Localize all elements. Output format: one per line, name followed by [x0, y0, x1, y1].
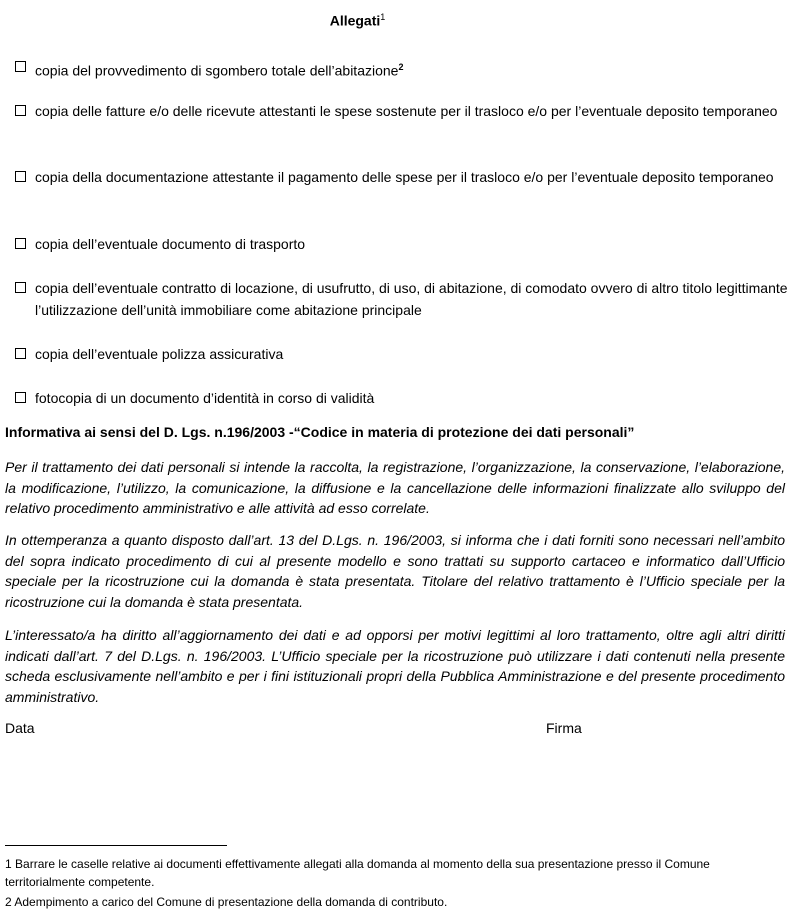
privacy-paragraph: In ottemperanza a quanto disposto dall’art. 13 del D.Lgs. n. 196/2003, si informa che i dati forniti sono necessari nell’ambito del sopra indicato procedimento di cui al presente modello e sono trattati su supporto cartaceo e informatico dall’Ufficio speciale per la ricostruzione cui la domanda è stata presentata. Titolare del relativo trattamento è l’Ufficio speciale per la ricostruzione cui la domanda è stata presentata. — [5, 532, 785, 610]
attachment-item-fatture[interactable] — [15, 100, 790, 122]
title-footnote-ref: 1 — [380, 12, 386, 22]
attachment-label: copia dell’eventuale contratto di locazione, di usufrutto, di uso, di abitazione, di comodato ovvero di altro titolo legittimante l’utilizzazione dell’unità immobiliare come abitazione principale — [35, 280, 788, 318]
checkbox[interactable] — [15, 392, 26, 403]
checkbox[interactable] — [15, 238, 26, 249]
checkbox[interactable] — [15, 171, 26, 182]
attachment-label: copia della documentazione attestante il pagamento delle spese per il trasloco e/o per l’eventuale deposito temporaneo — [35, 169, 774, 185]
title-text: Allegati — [329, 12, 381, 29]
footnote-ref: 2 — [398, 62, 404, 72]
attachment-item-pagamento[interactable] — [15, 166, 790, 188]
signature-label: Firma — [546, 720, 582, 736]
footnote-text: Barrare le caselle relative ai documenti effettivamente allegati alla domanda al momento della sua presentazione presso il Comune territorialmente competente. — [5, 857, 710, 889]
footnote-text: Adempimento a carico del Comune di presentazione della domanda di contributo. — [11, 895, 448, 909]
date-label: Data — [5, 720, 35, 736]
privacy-paragraph: Per il trattamento dei dati personali si intende la raccolta, la registrazione, l’organizzazione, la conservazione, l’elaborazione, la modificazione, l’utilizzo, la comunicazione, la diffusione e la cancellazione delle informazioni finalizzate allo sviluppo del relativo procedimento amministrativo e alle attività ad esso correlate. — [5, 459, 785, 516]
checkbox[interactable] — [15, 105, 26, 116]
attachment-label: copia delle fatture e/o delle ricevute attestanti le spese sostenute per il trasloco e/o per l’eventuale deposito temporaneo — [35, 103, 778, 119]
checkbox[interactable] — [15, 282, 26, 293]
attachment-item-polizza[interactable] — [15, 343, 790, 365]
privacy-paragraph: L’interessato/a ha diritto all’aggiornamento dei dati e ad opporsi per motivi legittimi al loro trattamento, oltre agli altri diritti indicati dall’art. 7 del D.Lgs. n. 196/2003. L’Ufficio speciale per la ricostruzione può utilizzare i dati contenuti nella presente scheda esclusivamente nell’ambito e per i fini istituzionali propri della Pubblica Amministrazione e del presente procedimento amministrativo. — [5, 627, 785, 705]
checkbox[interactable] — [15, 61, 26, 72]
checkbox[interactable] — [15, 348, 26, 359]
footnote-separator — [5, 845, 227, 846]
footnote-2 — [5, 893, 787, 911]
attachment-label: copia del provvedimento di sgombero totale dell’abitazione$^2$ — [35, 62, 404, 79]
attachment-item-contratto[interactable] — [15, 277, 790, 321]
attachment-label: fotocopia di un documento d’identità in corso di validità — [35, 390, 375, 406]
privacy-heading: Informativa ai sensi del D. Lgs. n.196/2003 -“Codice in materia di protezione dei dati personali” — [5, 424, 635, 440]
page-title — [0, 12, 715, 29]
attachment-item-documento-identita[interactable] — [15, 387, 790, 409]
footnote-1 — [5, 855, 787, 891]
attachment-item-trasporto[interactable] — [15, 233, 790, 255]
attachment-label: copia dell’eventuale documento di trasporto — [35, 236, 306, 252]
attachment-label: copia dell’eventuale polizza assicurativa — [35, 346, 284, 362]
footnote-mark: 2 — [5, 895, 12, 909]
attachment-item-sgombero[interactable] — [15, 56, 790, 82]
footnote-mark: 1 — [5, 857, 12, 871]
